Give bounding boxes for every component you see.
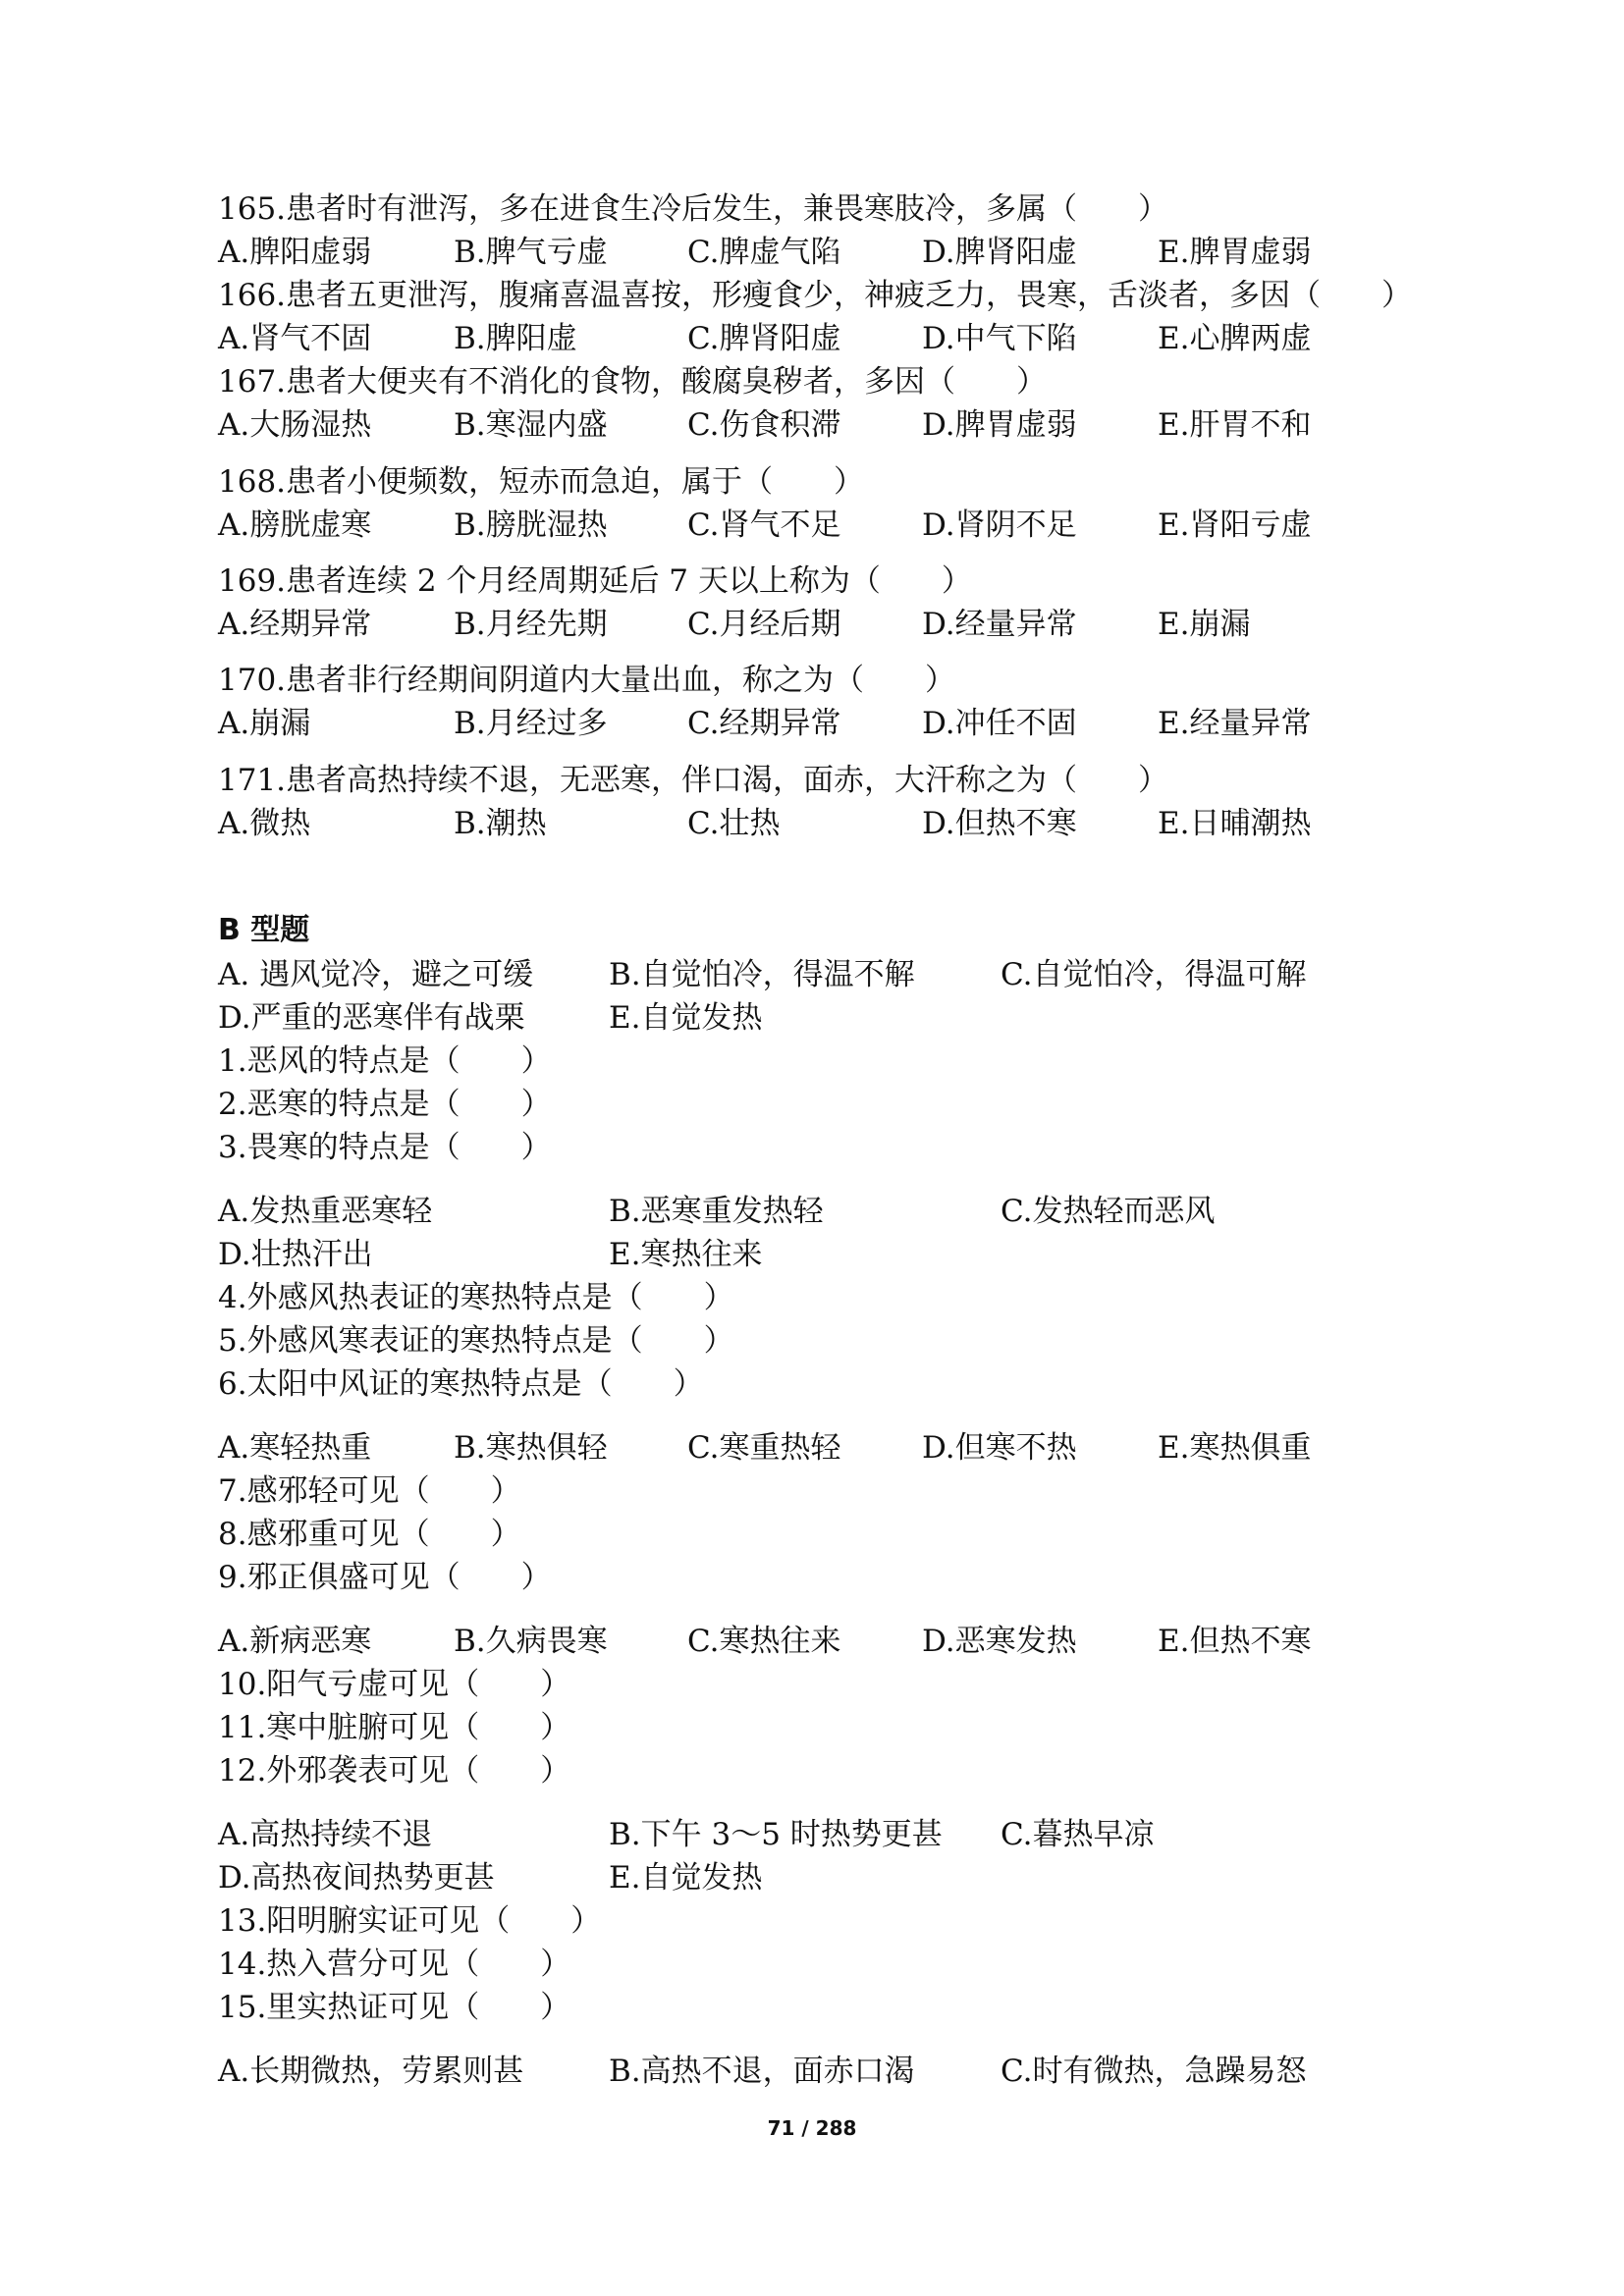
option: B.月经先期 — [454, 607, 608, 642]
question-stem: 171.患者高热持续不退，无恶寒，伴口渴，面赤，大汗称之为（ ） — [218, 763, 1169, 798]
question: 13.阳明腑实证可见（ ） — [218, 1903, 602, 1939]
option: D.但热不寒 — [922, 806, 1077, 841]
option: A.肾气不固 — [218, 321, 372, 356]
option: E.但热不寒 — [1158, 1624, 1312, 1659]
option: A.新病恶寒 — [218, 1624, 372, 1659]
question: 6.太阳中风证的寒热特点是（ ） — [218, 1366, 704, 1402]
question: 4.外感风热表证的寒热特点是（ ） — [218, 1280, 734, 1315]
option: C.暮热早凉 — [1001, 1817, 1155, 1852]
option: C.自觉怕冷，得温可解 — [1001, 957, 1307, 992]
option: B.脾阳虚 — [454, 321, 577, 356]
question: 12.外邪袭表可见（ ） — [218, 1753, 571, 1789]
option: C.发热轻而恶风 — [1001, 1194, 1216, 1229]
question: 3.畏寒的特点是（ ） — [218, 1130, 552, 1165]
question-stem: 169.患者连续 2 个月经周期延后 7 天以上称为（ ） — [218, 563, 972, 599]
option: C.壮热 — [687, 806, 781, 841]
option: D.高热夜间热势更甚 — [218, 1860, 495, 1896]
question: 5.外感风寒表证的寒热特点是（ ） — [218, 1323, 734, 1359]
option: D.肾阴不足 — [922, 507, 1077, 543]
option: B.潮热 — [454, 806, 547, 841]
option: A.大肠湿热 — [218, 407, 372, 443]
option: A.崩漏 — [218, 706, 311, 741]
option: E.寒热俱重 — [1158, 1430, 1312, 1466]
option: D.脾胃虚弱 — [922, 407, 1077, 443]
question: 10.阳气亏虚可见（ ） — [218, 1667, 571, 1702]
option: E.自觉发热 — [609, 1860, 763, 1896]
option: E.自觉发热 — [609, 1000, 763, 1036]
option: E.经量异常 — [1158, 706, 1312, 741]
option: C.寒热往来 — [687, 1624, 841, 1659]
option: A.经期异常 — [218, 607, 372, 642]
question: 1.恶风的特点是（ ） — [218, 1043, 552, 1079]
option: C.脾肾阳虚 — [687, 321, 841, 356]
option: D.但寒不热 — [922, 1430, 1077, 1466]
option: A.脾阳虚弱 — [218, 235, 372, 270]
question-stem: 168.患者小便频数，短赤而急迫，属于（ ） — [218, 464, 865, 500]
option: C.寒重热轻 — [687, 1430, 841, 1466]
option: D.中气下陷 — [922, 321, 1077, 356]
option: B.高热不退，面赤口渴 — [609, 2054, 915, 2089]
option: D.严重的恶寒伴有战栗 — [218, 1000, 525, 1036]
option: C.时有微热，急躁易怒 — [1001, 2054, 1307, 2089]
option: B.自觉怕冷，得温不解 — [609, 957, 915, 992]
option: D.恶寒发热 — [922, 1624, 1077, 1659]
option: C.伤食积滞 — [687, 407, 841, 443]
option: C.经期异常 — [687, 706, 841, 741]
option: A.高热持续不退 — [218, 1817, 433, 1852]
question: 11.寒中脏腑可见（ ） — [218, 1710, 571, 1745]
option: E.寒热往来 — [609, 1237, 763, 1272]
option: E.崩漏 — [1158, 607, 1251, 642]
option: C.肾气不足 — [687, 507, 841, 543]
option: B.膀胱湿热 — [454, 507, 608, 543]
option: B.脾气亏虚 — [454, 235, 608, 270]
question: 9.邪正俱盛可见（ ） — [218, 1560, 552, 1595]
option: D.经量异常 — [922, 607, 1077, 642]
question: 2.恶寒的特点是（ ） — [218, 1087, 552, 1122]
option: B.月经过多 — [454, 706, 608, 741]
option: A.发热重恶寒轻 — [218, 1194, 433, 1229]
question-stem: 170.患者非行经期间阴道内大量出血，称之为（ ） — [218, 663, 956, 698]
option: C.脾虚气陷 — [687, 235, 841, 270]
option: A.微热 — [218, 806, 311, 841]
option: D.壮热汗出 — [218, 1237, 373, 1272]
question-stem: 166.患者五更泄泻，腹痛喜温喜按，形瘦食少，神疲乏力，畏寒，舌淡者，多因（ ） — [218, 278, 1413, 313]
option: D.脾肾阳虚 — [922, 235, 1077, 270]
option: A.寒轻热重 — [218, 1430, 372, 1466]
option: D.冲任不固 — [922, 706, 1077, 741]
option: B.寒湿内盛 — [454, 407, 608, 443]
option: E.脾胃虚弱 — [1158, 235, 1312, 270]
option: A.膀胱虚寒 — [218, 507, 372, 543]
option: E.肾阳亏虚 — [1158, 507, 1312, 543]
option: A. 遇风觉冷，避之可缓 — [218, 957, 534, 992]
question: 15.里实热证可见（ ） — [218, 1990, 571, 2025]
option: C.月经后期 — [687, 607, 841, 642]
question: 14.热入营分可见（ ） — [218, 1947, 571, 1982]
option: B.久病畏寒 — [454, 1624, 608, 1659]
option: E.心脾两虚 — [1158, 321, 1312, 356]
section-heading: B 型题 — [218, 913, 310, 947]
option: B.寒热俱轻 — [454, 1430, 608, 1466]
option: E.肝胃不和 — [1158, 407, 1312, 443]
option: B.恶寒重发热轻 — [609, 1194, 824, 1229]
page-number: 71 / 288 — [767, 2116, 857, 2140]
question-stem: 165.患者时有泄泻，多在进食生冷后发生，兼畏寒肢冷，多属（ ） — [218, 191, 1169, 227]
question: 7.感邪轻可见（ ） — [218, 1473, 521, 1509]
option: B.下午 3～5 时热势更甚 — [609, 1817, 943, 1852]
option: A.长期微热，劳累则甚 — [218, 2054, 524, 2089]
question-stem: 167.患者大便夹有不消化的食物，酸腐臭秽者，多因（ ） — [218, 364, 1048, 400]
question: 8.感邪重可见（ ） — [218, 1517, 521, 1552]
option: E.日晡潮热 — [1158, 806, 1312, 841]
